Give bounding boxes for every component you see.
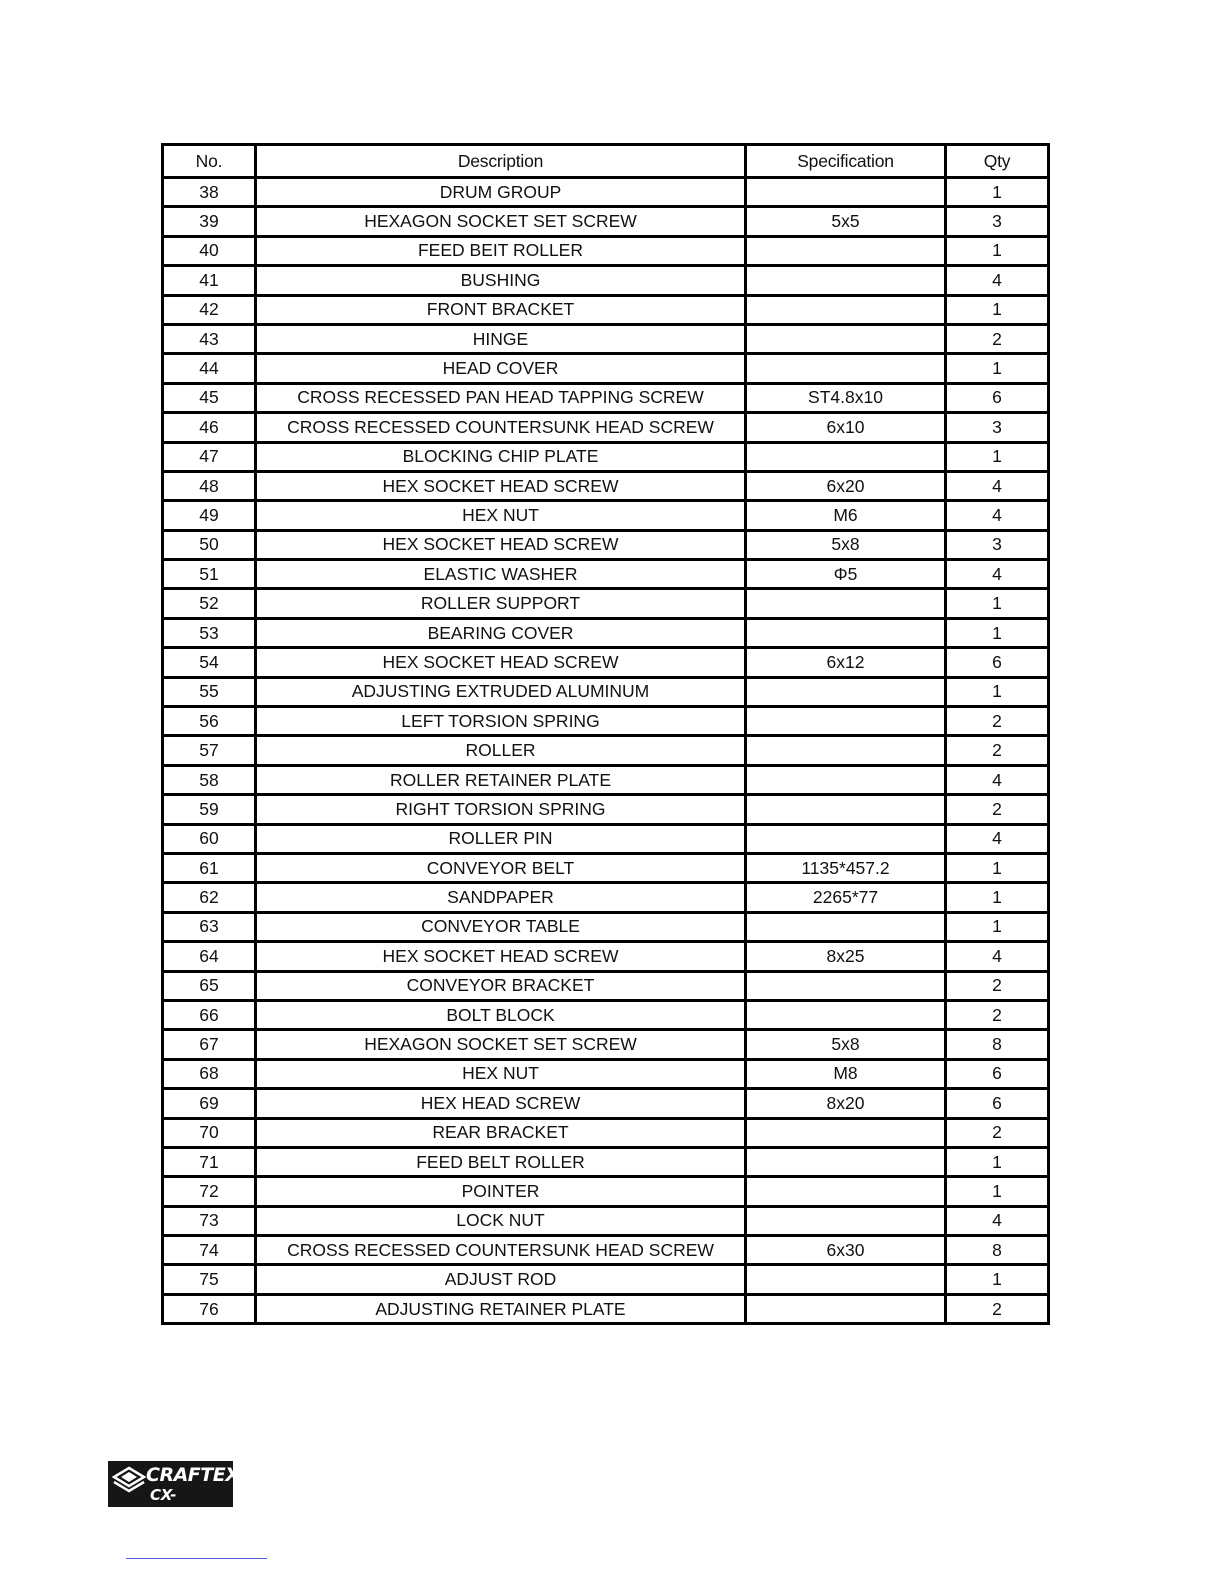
cell-description: ROLLER RETAINER PLATE (256, 765, 746, 794)
craftex-diamond-icon (112, 1466, 146, 1496)
cell-description: ADJUSTING RETAINER PLATE (256, 1294, 746, 1323)
cell-description: ELASTIC WASHER (256, 560, 746, 589)
cell-description: HEX SOCKET HEAD SCREW (256, 471, 746, 500)
cell-description: HEX SOCKET HEAD SCREW (256, 530, 746, 559)
cell-qty: 1 (946, 354, 1049, 383)
cell-description: CONVEYOR BELT (256, 853, 746, 882)
cell-specification (746, 295, 946, 324)
cell-no: 46 (163, 413, 256, 442)
cell-no: 42 (163, 295, 256, 324)
footer-rule (126, 1558, 267, 1559)
cell-no: 57 (163, 736, 256, 765)
cell-qty: 4 (946, 266, 1049, 295)
cell-qty: 2 (946, 324, 1049, 353)
cell-no: 68 (163, 1059, 256, 1088)
cell-qty: 2 (946, 795, 1049, 824)
cell-specification (746, 178, 946, 207)
cell-description: BUSHING (256, 266, 746, 295)
table-row (163, 1236, 1049, 1265)
cell-no: 73 (163, 1206, 256, 1235)
cell-description: ROLLER (256, 736, 746, 765)
cell-no: 72 (163, 1177, 256, 1206)
cell-description: LEFT TORSION SPRING (256, 707, 746, 736)
table-row (163, 707, 1049, 736)
table-header-row (163, 145, 1049, 178)
cell-specification (746, 589, 946, 618)
cell-description: ROLLER PIN (256, 824, 746, 853)
cell-qty: 6 (946, 1059, 1049, 1088)
table-row (163, 589, 1049, 618)
cell-description: CROSS RECESSED PAN HEAD TAPPING SCREW (256, 383, 746, 412)
cell-no: 69 (163, 1089, 256, 1118)
cell-specification (746, 618, 946, 647)
table-row (163, 883, 1049, 912)
table-row (163, 1059, 1049, 1088)
cell-no: 39 (163, 207, 256, 236)
cell-qty: 8 (946, 1030, 1049, 1059)
cell-description: ADJUSTING EXTRUDED ALUMINUM (256, 677, 746, 706)
table-row (163, 736, 1049, 765)
cell-no: 48 (163, 471, 256, 500)
cell-specification: ST4.8x10 (746, 383, 946, 412)
cell-description: LOCK NUT (256, 1206, 746, 1235)
table-row (163, 1118, 1049, 1147)
cell-no: 60 (163, 824, 256, 853)
table-row (163, 1147, 1049, 1176)
cell-no: 47 (163, 442, 256, 471)
cell-no: 51 (163, 560, 256, 589)
table-row (163, 1265, 1049, 1294)
cell-qty: 6 (946, 1089, 1049, 1118)
table-row (163, 912, 1049, 941)
cell-specification (746, 736, 946, 765)
cell-specification: 8x20 (746, 1089, 946, 1118)
cell-description: HEX SOCKET HEAD SCREW (256, 942, 746, 971)
craftex-logo (108, 1461, 240, 1522)
cell-description: FEED BEIT ROLLER (256, 236, 746, 265)
cell-description: HEAD COVER (256, 354, 746, 383)
cell-no: 58 (163, 765, 256, 794)
cell-qty: 2 (946, 971, 1049, 1000)
cell-qty: 2 (946, 1000, 1049, 1029)
cell-description: SANDPAPER (256, 883, 746, 912)
cell-description: REAR BRACKET (256, 1118, 746, 1147)
cell-specification (746, 1206, 946, 1235)
cell-no: 74 (163, 1236, 256, 1265)
table-row (163, 207, 1049, 236)
cell-specification: 6x30 (746, 1236, 946, 1265)
header-description: Description (256, 145, 746, 178)
cell-qty: 4 (946, 765, 1049, 794)
table-row (163, 530, 1049, 559)
cell-description: HEXAGON SOCKET SET SCREW (256, 207, 746, 236)
cell-description: BOLT BLOCK (256, 1000, 746, 1029)
cell-specification: 6x20 (746, 471, 946, 500)
cell-specification: M6 (746, 501, 946, 530)
cell-qty: 1 (946, 677, 1049, 706)
cell-qty: 1 (946, 295, 1049, 324)
cell-no: 70 (163, 1118, 256, 1147)
cell-qty: 1 (946, 442, 1049, 471)
cell-no: 63 (163, 912, 256, 941)
cell-qty: 1 (946, 1177, 1049, 1206)
cell-specification (746, 765, 946, 794)
table-row (163, 324, 1049, 353)
cell-specification (746, 1177, 946, 1206)
cell-no: 55 (163, 677, 256, 706)
table-row (163, 560, 1049, 589)
cell-specification (746, 1000, 946, 1029)
logo-brand: CRAFTEX (146, 1464, 240, 1486)
cell-no: 49 (163, 501, 256, 530)
cell-specification: 5x8 (746, 530, 946, 559)
cell-specification: 8x25 (746, 942, 946, 971)
table-row (163, 383, 1049, 412)
cell-qty: 1 (946, 236, 1049, 265)
table-row (163, 236, 1049, 265)
table-row (163, 795, 1049, 824)
cell-no: 64 (163, 942, 256, 971)
cell-specification (746, 266, 946, 295)
table-row (163, 1294, 1049, 1323)
cell-no: 44 (163, 354, 256, 383)
table-row (163, 471, 1049, 500)
cell-qty: 4 (946, 471, 1049, 500)
cell-description: HINGE (256, 324, 746, 353)
cell-specification: 5x5 (746, 207, 946, 236)
cell-qty: 2 (946, 1118, 1049, 1147)
table-row (163, 413, 1049, 442)
cell-specification (746, 795, 946, 824)
cell-no: 53 (163, 618, 256, 647)
header-no: No. (163, 145, 256, 178)
cell-description: CROSS RECESSED COUNTERSUNK HEAD SCREW (256, 1236, 746, 1265)
cell-no: 54 (163, 648, 256, 677)
cell-qty: 8 (946, 1236, 1049, 1265)
cell-specification (746, 442, 946, 471)
cell-description: BLOCKING CHIP PLATE (256, 442, 746, 471)
cell-qty: 2 (946, 736, 1049, 765)
table-row (163, 266, 1049, 295)
table-row (163, 1030, 1049, 1059)
table-row (163, 648, 1049, 677)
cell-specification (746, 1118, 946, 1147)
cell-no: 61 (163, 853, 256, 882)
table-row (163, 824, 1049, 853)
table-row (163, 1000, 1049, 1029)
table-row (163, 178, 1049, 207)
cell-description: HEX NUT (256, 501, 746, 530)
cell-specification (746, 824, 946, 853)
cell-qty: 4 (946, 560, 1049, 589)
cell-qty: 1 (946, 853, 1049, 882)
table-row (163, 295, 1049, 324)
table-row (163, 942, 1049, 971)
cell-qty: 1 (946, 618, 1049, 647)
cell-specification: 6x12 (746, 648, 946, 677)
logo-series: CX-SERIES (150, 1486, 208, 1522)
cell-no: 62 (163, 883, 256, 912)
cell-description: FEED BELT ROLLER (256, 1147, 746, 1176)
cell-description: HEX SOCKET HEAD SCREW (256, 648, 746, 677)
cell-description: ROLLER SUPPORT (256, 589, 746, 618)
table-row (163, 971, 1049, 1000)
cell-specification (746, 677, 946, 706)
cell-no: 40 (163, 236, 256, 265)
cell-qty: 6 (946, 648, 1049, 677)
header-qty: Qty (946, 145, 1049, 178)
table-row (163, 853, 1049, 882)
cell-qty: 4 (946, 1206, 1049, 1235)
cell-qty: 2 (946, 707, 1049, 736)
table-row (163, 618, 1049, 647)
cell-qty: 1 (946, 883, 1049, 912)
cell-qty: 1 (946, 912, 1049, 941)
table-row (163, 442, 1049, 471)
cell-no: 43 (163, 324, 256, 353)
cell-no: 76 (163, 1294, 256, 1323)
table-row (163, 354, 1049, 383)
table-row (163, 501, 1049, 530)
cell-specification (746, 1294, 946, 1323)
cell-specification: Φ5 (746, 560, 946, 589)
cell-no: 38 (163, 178, 256, 207)
cell-qty: 2 (946, 1294, 1049, 1323)
cell-qty: 1 (946, 1147, 1049, 1176)
table-row (163, 677, 1049, 706)
cell-specification: M8 (746, 1059, 946, 1088)
cell-no: 65 (163, 971, 256, 1000)
cell-description: HEX HEAD SCREW (256, 1089, 746, 1118)
cell-specification (746, 707, 946, 736)
cell-no: 45 (163, 383, 256, 412)
cell-qty: 1 (946, 178, 1049, 207)
cell-description: DRUM GROUP (256, 178, 746, 207)
cell-specification (746, 324, 946, 353)
cell-no: 52 (163, 589, 256, 618)
cell-description: BEARING COVER (256, 618, 746, 647)
table-body (163, 178, 1049, 1324)
cell-description: RIGHT TORSION SPRING (256, 795, 746, 824)
cell-no: 59 (163, 795, 256, 824)
header-specification: Specification (746, 145, 946, 178)
cell-specification (746, 236, 946, 265)
cell-no: 67 (163, 1030, 256, 1059)
cell-description: POINTER (256, 1177, 746, 1206)
cell-qty: 3 (946, 413, 1049, 442)
cell-no: 41 (163, 266, 256, 295)
cell-qty: 4 (946, 942, 1049, 971)
cell-description: CROSS RECESSED COUNTERSUNK HEAD SCREW (256, 413, 746, 442)
cell-specification: 5x8 (746, 1030, 946, 1059)
cell-specification (746, 354, 946, 383)
cell-specification: 6x10 (746, 413, 946, 442)
cell-specification: 2265*77 (746, 883, 946, 912)
cell-specification (746, 1147, 946, 1176)
cell-qty: 6 (946, 383, 1049, 412)
cell-description: ADJUST ROD (256, 1265, 746, 1294)
cell-specification: 1135*457.2 (746, 853, 946, 882)
table-row (163, 765, 1049, 794)
cell-no: 50 (163, 530, 256, 559)
cell-qty: 3 (946, 207, 1049, 236)
cell-qty: 1 (946, 1265, 1049, 1294)
cell-specification (746, 971, 946, 1000)
parts-list-table (161, 143, 1050, 1325)
cell-description: CONVEYOR TABLE (256, 912, 746, 941)
cell-no: 66 (163, 1000, 256, 1029)
cell-qty: 1 (946, 589, 1049, 618)
cell-description: HEXAGON SOCKET SET SCREW (256, 1030, 746, 1059)
table-row (163, 1177, 1049, 1206)
cell-qty: 4 (946, 824, 1049, 853)
cell-specification (746, 912, 946, 941)
cell-qty: 4 (946, 501, 1049, 530)
cell-no: 75 (163, 1265, 256, 1294)
cell-specification (746, 1265, 946, 1294)
cell-description: FRONT BRACKET (256, 295, 746, 324)
cell-qty: 3 (946, 530, 1049, 559)
table-row (163, 1089, 1049, 1118)
cell-no: 71 (163, 1147, 256, 1176)
cell-description: CONVEYOR BRACKET (256, 971, 746, 1000)
cell-no: 56 (163, 707, 256, 736)
table-row (163, 1206, 1049, 1235)
cell-description: HEX NUT (256, 1059, 746, 1088)
